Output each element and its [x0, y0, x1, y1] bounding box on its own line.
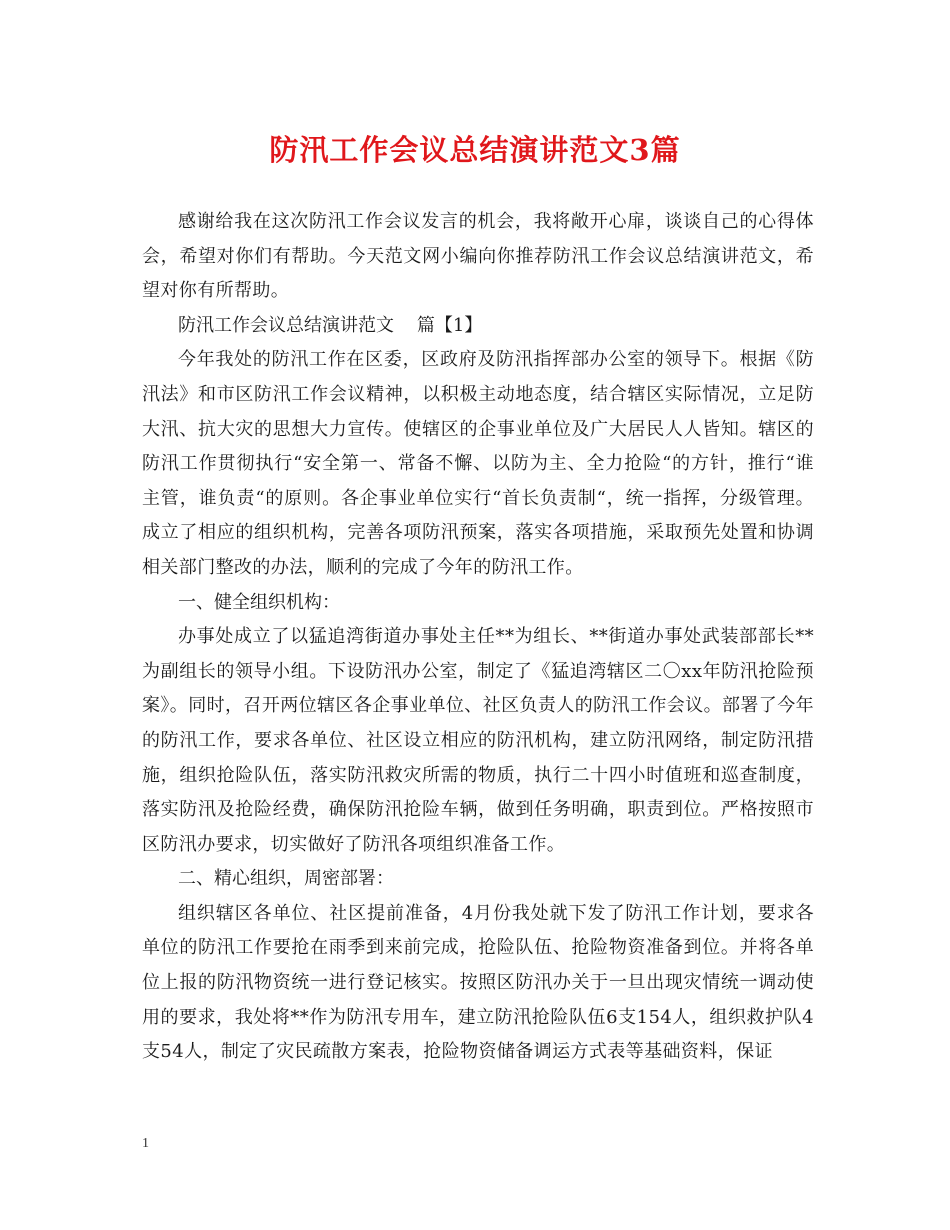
section-heading-organization: 一、健全组织机构：	[178, 591, 340, 613]
page-number: 1	[142, 1136, 149, 1151]
body-paragraph: 组织辖区各单位、社区提前准备，4月份我处就下发了防汛工作计划，要求各单位的防汛工作要抢在雨季到来前完成，抢险队伍、抢险物资准备到位。并将各单位上报的防汛物资统一进行登记核实。按照区防汛办关于一旦出现灾情统一调动使用的要求，我处将**作为防汛专用车，建立防汛抢险队伍6支154人，组织救护队4支54人，制定了灾民疏散方案表，抢险物资储备调运方式表等基础资料，保证	[142, 902, 814, 1063]
body-paragraph: 办事处成立了以猛追湾街道办事处主任**为组长、**街道办事处武装部部长**为副组长的领导小组。下设防汛办公室，制定了《猛追湾辖区二〇xx年防汛抢险预案》。同时，召开两位辖区各企事业单位、社区负责人的防汛工作会议。部署了今年的防汛工作，要求各单位、社区设立相应的防汛机构，建立防汛网络，制定防汛措施，组织抢险队伍，落实防汛救灾所需的物质，执行二十四小时值班和巡查制度，落实防汛及抢险经费，确保防汛抢险车辆，做到任务明确，职责到位。严格按照市区防汛办要求，切实做好了防汛各项组织准备工作。	[142, 626, 814, 855]
document-title: 防汛工作会议总结演讲范文3篇	[269, 133, 681, 167]
section-heading-article-1: 防汛工作会议总结演讲范文 篇【1】	[178, 314, 483, 336]
document-body	[142, 205, 814, 1070]
intro-paragraph: 感谢给我在这次防汛工作会议发言的机会，我将敞开心扉，谈谈自己的心得体会，希望对你们有帮助。今天范文网小编向你推荐防汛工作会议总结演讲范文，希望对你有所帮助。	[142, 211, 814, 302]
section-heading-deployment: 二、精心组织，周密部署：	[178, 868, 394, 890]
body-paragraph: 今年我处的防汛工作在区委，区政府及防汛指挥部办公室的领导下。根据《防汛法》和市区防汛工作会议精神，以积极主动地态度，结合辖区实际情况，立足防大汛、抗大灾的思想大力宣传。使辖区的企事业单位及广大居民人人皆知。辖区的防汛工作贯彻执行“安全第一、常备不懈、以防为主、全力抢险“的方针，推行“谁主管，谁负责“的原则。各企事业单位实行“首长负责制“，统一指挥，分级管理。成立了相应的组织机构，完善各项防汛预案，落实各项措施，采取预先处置和协调相关部门整改的办法，顺利的完成了今年的防汛工作。	[142, 349, 814, 578]
